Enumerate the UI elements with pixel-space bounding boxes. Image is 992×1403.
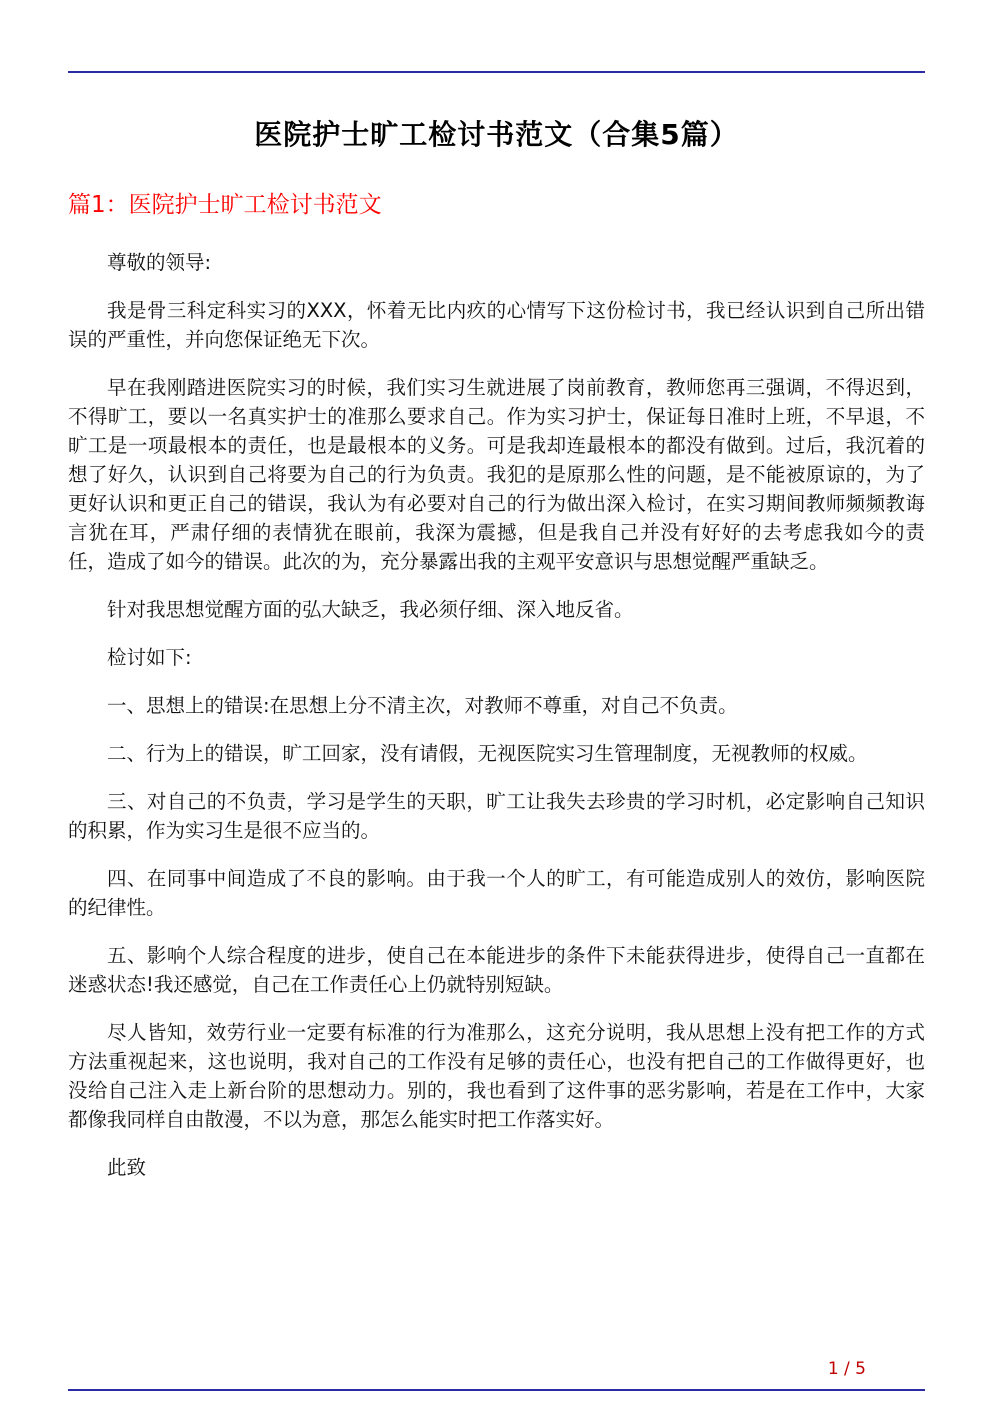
paragraph-body: 早在我刚踏进医院实习的时候，我们实习生就进展了岗前教育，教师您再三强调，不得迟到，不得旷工，要以一名真实护士的准那么要求自己。作为实习护士，保证每日准时上班，不早退，不旷工是一项最根本的责任，也是最根本的义务。可是我却连最根本的都没有做到。过后，我沉着的想了好久，认识到自己将要为自己的行为负责。我犯的是原那么性的问题，是不能被原谅的，为了更好认识和更正自己的错误，我认为有必要对自己的行为做出深入检讨，在实习期间教师频频教诲言犹在耳，严肃仔细的表情犹在眼前，我深为震撼，但是我自己并没有好好的去考虑我如今的责任，造成了如今的错误。此次的为，充分暴露出我的主观平安意识与思想觉醒严重缺乏。 <box>68 376 925 573</box>
document-content <box>68 120 925 1182</box>
paragraph-review-label: 检讨如下: <box>107 646 192 669</box>
footer-rule <box>68 1389 925 1391</box>
section-heading: 篇1：医院护士旷工检讨书范文 <box>68 192 382 218</box>
paragraph-point-2: 二、行为上的错误，旷工回家，没有请假，无视医院实习生管理制度，无视教师的权威。 <box>107 742 868 765</box>
paragraph-conclusion: 尽人皆知，效劳行业一定要有标准的行为准那么，这充分说明，我从思想上没有把工作的方式方法重视起来，这也说明，我对自己的工作没有足够的责任心，也没有把自己的工作做得更好，也没给自己注入走上新台阶的思想动力。别的，我也看到了这件事的恶劣影响，若是在工作中，大家都像我同样自由散漫，不以为意，那怎么能实时把工作落实好。 <box>68 1021 925 1131</box>
paragraph-reflection: 针对我思想觉醒方面的弘大缺乏，我必须仔细、深入地反省。 <box>107 598 634 621</box>
paragraph-closing: 此致 <box>107 1156 147 1179</box>
page-number: 1 / 5 <box>827 1359 866 1379</box>
paragraph-salutation: 尊敬的领导: <box>107 251 212 274</box>
paragraph-intro: 我是骨三科定科实习的XXX，怀着无比内疚的心情写下这份检讨书，我已经认识到自己所出错误的严重性，并向您保证绝无下次。 <box>68 299 925 351</box>
paragraph-point-5: 五、影响个人综合程度的进步，使自己在本能进步的条件下未能获得进步，使得自己一直都在迷惑状态!我还感觉，自己在工作责任心上仍就特别短缺。 <box>68 944 925 996</box>
header-rule <box>68 71 925 73</box>
paragraph-point-4: 四、在同事中间造成了不良的影响。由于我一个人的旷工，有可能造成别人的效仿，影响医院的纪律性。 <box>68 867 925 919</box>
paragraph-point-1: 一、思想上的错误:在思想上分不清主次，对教师不尊重，对自己不负责。 <box>107 694 738 717</box>
document-title: 医院护士旷工检讨书范文（合集5篇） <box>254 118 739 151</box>
paragraph-point-3: 三、对自己的不负责，学习是学生的天职，旷工让我失去珍贵的学习时机，必定影响自己知识的积累，作为实习生是很不应当的。 <box>68 790 925 842</box>
